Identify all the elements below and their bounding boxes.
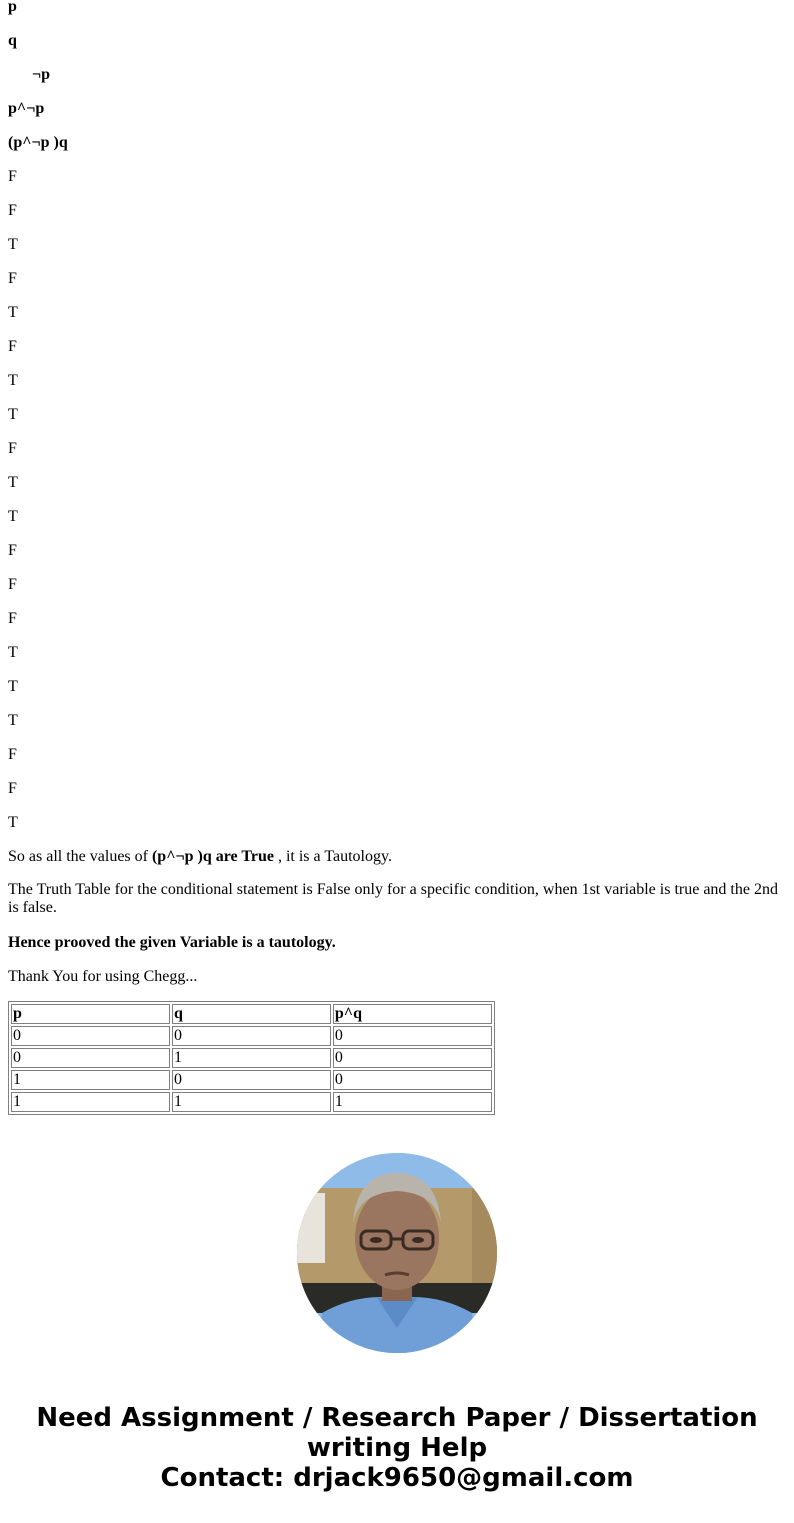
table-cell: 1 <box>11 1070 170 1090</box>
promo-line-1: Need Assignment / Research Paper / Dissertation <box>36 1403 758 1433</box>
truth-value: T <box>8 236 18 253</box>
table-header-cell: q <box>172 1004 331 1024</box>
truth-value: F <box>8 610 17 627</box>
truth-value: F <box>8 576 17 593</box>
table-cell: 0 <box>172 1070 331 1090</box>
truth-value: F <box>8 338 17 355</box>
truth-value: F <box>8 780 17 797</box>
truth-value: F <box>8 202 17 219</box>
table-row <box>11 1026 492 1046</box>
conclusion-suffix: , it is a Tautology. <box>273 848 392 865</box>
table-cell: 0 <box>11 1026 170 1046</box>
table-cell: 0 <box>333 1048 492 1068</box>
truth-value: T <box>8 304 18 321</box>
table-cell: 1 <box>11 1092 170 1112</box>
truth-value: T <box>8 406 18 423</box>
and-truth-table <box>8 1001 495 1115</box>
table-cell: 0 <box>333 1026 492 1046</box>
truth-value: T <box>8 372 18 389</box>
header-p-and-not-p: p^¬p <box>8 100 45 117</box>
promo-banner <box>0 1403 794 1493</box>
header-conditional: (p^¬p )q <box>8 134 68 151</box>
truth-value: T <box>8 508 18 525</box>
header-p: p <box>8 0 17 15</box>
truth-value: T <box>8 678 18 695</box>
table-row <box>11 1092 492 1112</box>
promo-contact: Contact: drjack9650@gmail.com <box>160 1463 634 1493</box>
truth-value: T <box>8 814 18 831</box>
conclusion-text <box>8 847 392 867</box>
truth-value: F <box>8 542 17 559</box>
table-cell: 0 <box>333 1070 492 1090</box>
table-cell: 0 <box>172 1026 331 1046</box>
header-q: q <box>8 32 17 49</box>
table-header-cell: p^q <box>333 1004 492 1024</box>
truth-value: F <box>8 270 17 287</box>
truth-value: T <box>8 474 18 491</box>
conclusion-bold: (p^¬p )q are True <box>151 848 274 865</box>
explanation-text: The Truth Table for the conditional statement is False only for a specific condition, when 1st variable is true and the 2nd is false. <box>8 881 778 916</box>
thanks-text: Thank You for using Chegg... <box>8 968 198 985</box>
table-header-row <box>11 1004 492 1024</box>
truth-value: F <box>8 440 17 457</box>
table-cell: 1 <box>333 1092 492 1112</box>
truth-value: T <box>8 712 18 729</box>
table-cell: 1 <box>172 1092 331 1112</box>
table-row <box>11 1048 492 1068</box>
truth-value: F <box>8 746 17 763</box>
promo-line-2: writing Help <box>306 1433 488 1463</box>
author-avatar <box>297 1153 497 1353</box>
header-not-p: ¬p <box>32 66 51 83</box>
portrait-image <box>297 1153 497 1353</box>
truth-value: F <box>8 168 17 185</box>
table-header-cell: p <box>11 1004 170 1024</box>
table-cell: 1 <box>172 1048 331 1068</box>
conclusion-prefix: So as all the values of <box>8 848 152 865</box>
truth-value: T <box>8 644 18 661</box>
table-cell: 0 <box>11 1048 170 1068</box>
proof-statement: Hence prooved the given Variable is a tautology. <box>8 934 336 951</box>
table-row <box>11 1070 492 1090</box>
